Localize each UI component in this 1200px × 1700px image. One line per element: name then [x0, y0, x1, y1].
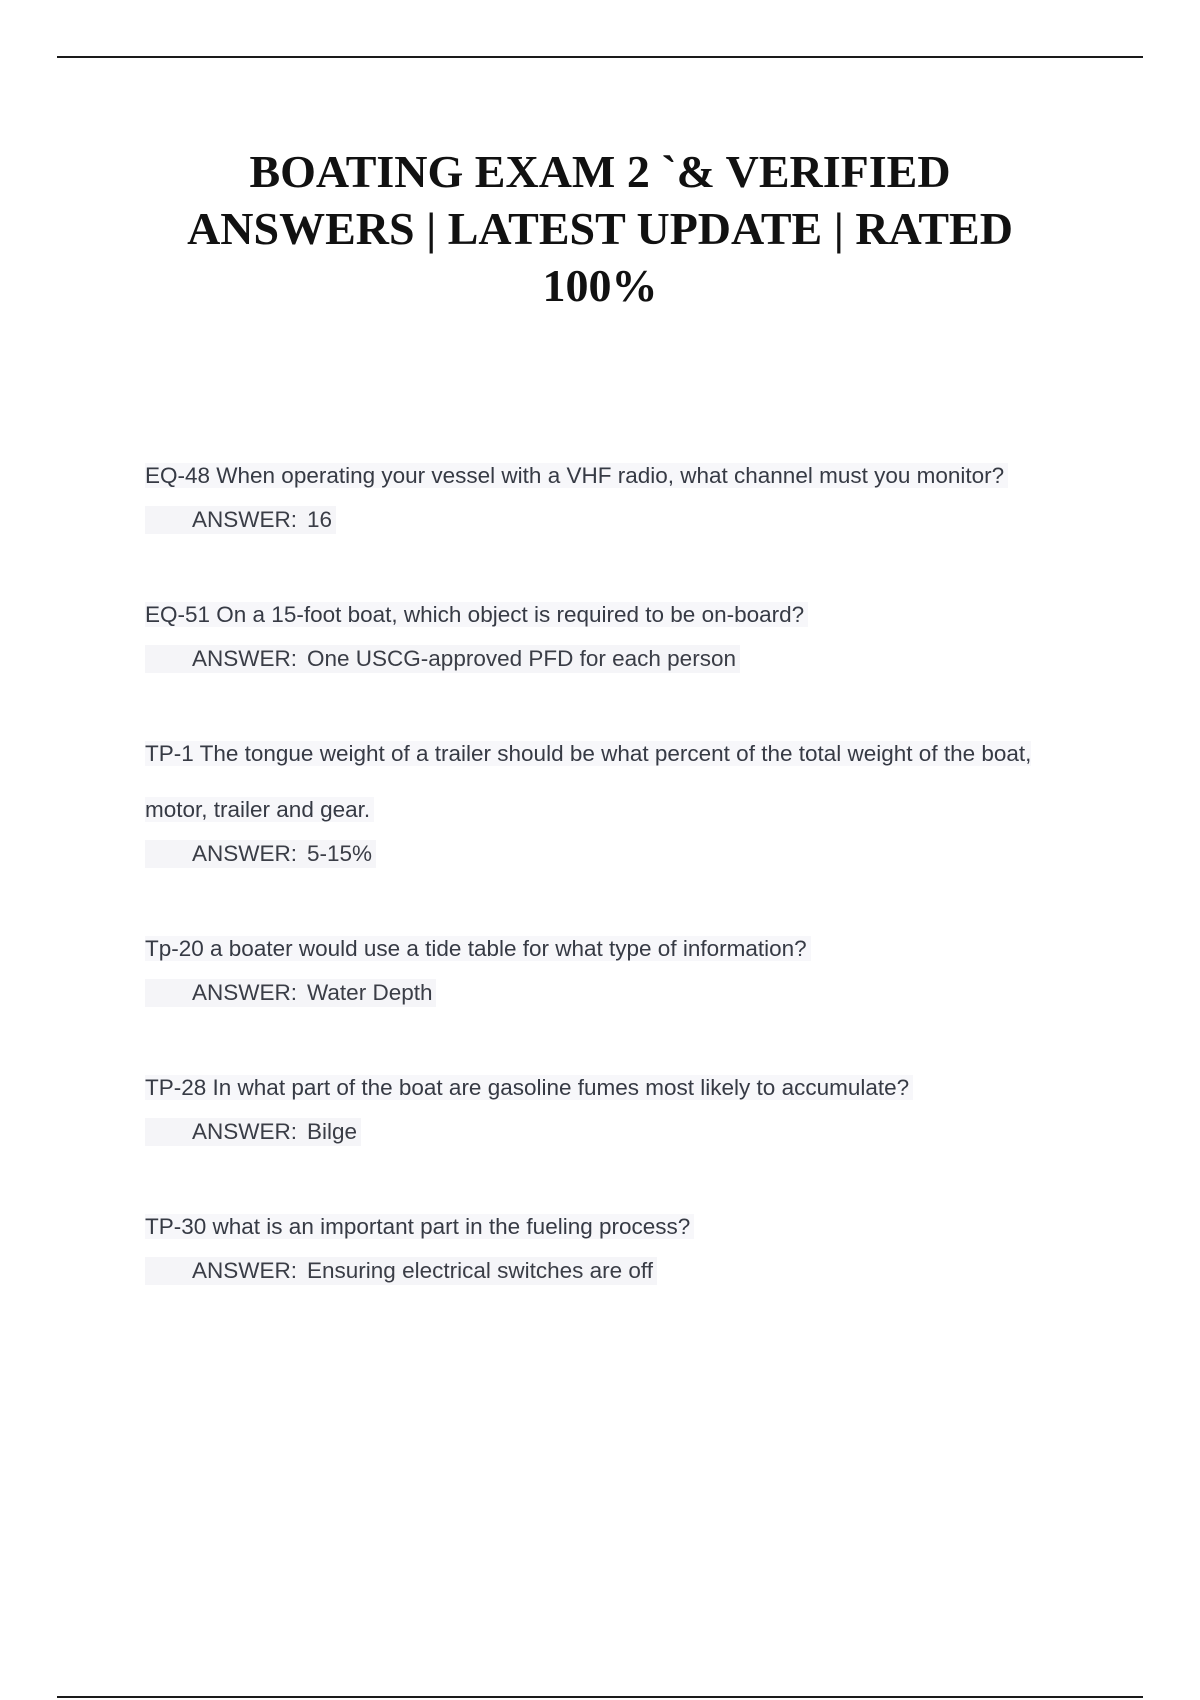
question-text	[145, 1060, 1095, 1116]
answer-label: ANSWER:	[192, 1119, 298, 1144]
answer-text: 16	[307, 507, 333, 532]
answer-line	[145, 1257, 657, 1285]
question-text	[145, 587, 1095, 643]
title-line: 100%	[542, 260, 658, 311]
answer-label: ANSWER:	[192, 646, 298, 671]
answer-line	[145, 506, 336, 534]
title-line: BOATING EXAM 2 `& VERIFIED	[249, 146, 951, 197]
answer-line	[145, 979, 436, 1007]
answer-label: ANSWER:	[192, 980, 298, 1005]
question-span: TP-28 In what part of the boat are gasoline fumes most likely to accumulate?	[145, 1075, 913, 1100]
qa-item	[145, 1060, 1095, 1146]
qa-item	[145, 448, 1095, 534]
question-span: Tp-20 a boater would use a tide table for what type of information?	[145, 936, 811, 961]
title-line: ANSWERS | LATEST UPDATE | RATED	[187, 203, 1013, 254]
question-text	[145, 726, 1095, 838]
answer-text: Water Depth	[307, 980, 433, 1005]
answer-text: Ensuring electrical switches are off	[307, 1258, 654, 1283]
answer-line	[145, 840, 376, 868]
document-title	[100, 143, 1100, 314]
answer-label: ANSWER:	[192, 507, 298, 532]
answer-text: Bilge	[307, 1119, 358, 1144]
header-rule	[57, 56, 1143, 58]
answer-text: 5-15%	[307, 841, 373, 866]
question-text	[145, 921, 1095, 977]
question-span: EQ-51 On a 15-foot boat, which object is required to be on-board?	[145, 602, 808, 627]
qa-list	[145, 448, 1095, 1338]
answer-label: ANSWER:	[192, 1258, 298, 1283]
qa-item	[145, 587, 1095, 673]
question-text	[145, 1199, 1095, 1255]
answer-text: One USCG-approved PFD for each person	[307, 646, 736, 671]
qa-item	[145, 726, 1095, 868]
question-span: TP-1 The tongue weight of a trailer should be what percent of the total weight of the boat, motor, trailer and gear.	[145, 741, 1032, 822]
answer-label: ANSWER:	[192, 841, 298, 866]
question-span: EQ-48 When operating your vessel with a VHF radio, what channel must you monitor?	[145, 463, 1008, 488]
footer-rule	[57, 1696, 1143, 1698]
answer-line	[145, 1118, 361, 1146]
question-span: TP-30 what is an important part in the fueling process?	[145, 1214, 694, 1239]
qa-item	[145, 1199, 1095, 1285]
answer-line	[145, 645, 740, 673]
qa-item	[145, 921, 1095, 1007]
question-text	[145, 448, 1095, 504]
